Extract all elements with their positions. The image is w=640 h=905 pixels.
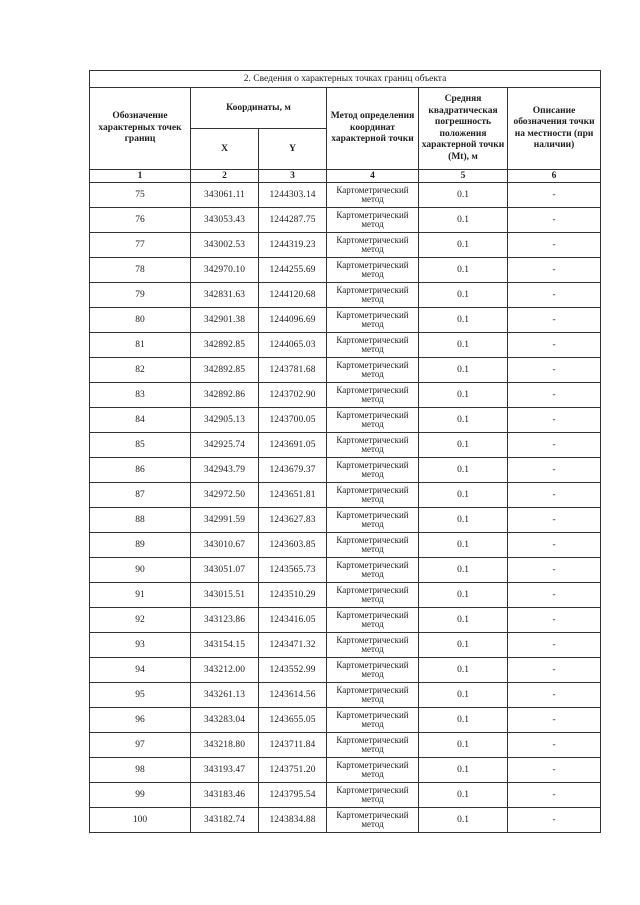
table-row (90, 308, 601, 333)
description-cell: - (508, 308, 601, 333)
point-number-cell: 93 (90, 633, 191, 658)
method-cell: Картометрический метод (327, 633, 419, 658)
description-cell: - (508, 283, 601, 308)
header-error: Средняя квадратическая погрешность положения характерной точки (Mt), м (419, 88, 508, 170)
method-cell: Картометрический метод (327, 758, 419, 783)
table-row (90, 658, 601, 683)
table-row (90, 358, 601, 383)
x-coordinate-cell: 343123.86 (191, 608, 259, 633)
error-cell: 0.1 (419, 258, 508, 283)
error-cell: 0.1 (419, 683, 508, 708)
y-coordinate-cell: 1243691.05 (259, 433, 327, 458)
column-number: 3 (259, 170, 327, 183)
y-coordinate-cell: 1243552.99 (259, 658, 327, 683)
description-cell: - (508, 733, 601, 758)
point-number-cell: 91 (90, 583, 191, 608)
description-cell: - (508, 783, 601, 808)
x-coordinate-cell: 342972.50 (191, 483, 259, 508)
x-coordinate-cell: 343218.80 (191, 733, 259, 758)
column-number: 4 (327, 170, 419, 183)
table-row (90, 633, 601, 658)
x-coordinate-cell: 343212.00 (191, 658, 259, 683)
x-coordinate-cell: 342901.38 (191, 308, 259, 333)
description-cell: - (508, 533, 601, 558)
method-cell: Картометрический метод (327, 208, 419, 233)
point-number-cell: 84 (90, 408, 191, 433)
point-number-cell: 81 (90, 333, 191, 358)
x-coordinate-cell: 343015.51 (191, 583, 259, 608)
error-cell: 0.1 (419, 433, 508, 458)
method-cell: Картометрический метод (327, 533, 419, 558)
description-cell: - (508, 708, 601, 733)
table-row (90, 783, 601, 808)
method-cell: Картометрический метод (327, 708, 419, 733)
x-coordinate-cell: 343183.46 (191, 783, 259, 808)
description-cell: - (508, 383, 601, 408)
header-x: X (191, 129, 259, 170)
method-cell: Картометрический метод (327, 358, 419, 383)
description-cell: - (508, 258, 601, 283)
y-coordinate-cell: 1243751.20 (259, 758, 327, 783)
point-number-cell: 83 (90, 383, 191, 408)
x-coordinate-cell: 343283.04 (191, 708, 259, 733)
error-cell: 0.1 (419, 458, 508, 483)
point-number-cell: 78 (90, 258, 191, 283)
method-cell: Картометрический метод (327, 258, 419, 283)
point-number-cell: 95 (90, 683, 191, 708)
description-cell: - (508, 558, 601, 583)
y-coordinate-cell: 1244319.23 (259, 233, 327, 258)
error-cell: 0.1 (419, 183, 508, 208)
error-cell: 0.1 (419, 533, 508, 558)
x-coordinate-cell: 342892.85 (191, 358, 259, 383)
table-row (90, 258, 601, 283)
point-number-cell: 100 (90, 808, 191, 833)
header-description: Описание обозначения точки на местности (при наличии) (508, 88, 601, 170)
error-cell: 0.1 (419, 808, 508, 833)
y-coordinate-cell: 1243711.84 (259, 733, 327, 758)
x-coordinate-cell: 342892.86 (191, 383, 259, 408)
point-number-cell: 75 (90, 183, 191, 208)
description-cell: - (508, 408, 601, 433)
y-coordinate-cell: 1243651.81 (259, 483, 327, 508)
x-coordinate-cell: 342925.74 (191, 433, 259, 458)
description-cell: - (508, 183, 601, 208)
method-cell: Картометрический метод (327, 783, 419, 808)
description-cell: - (508, 433, 601, 458)
error-cell: 0.1 (419, 583, 508, 608)
description-cell: - (508, 458, 601, 483)
description-cell: - (508, 358, 601, 383)
table-row (90, 333, 601, 358)
y-coordinate-cell: 1243627.83 (259, 508, 327, 533)
table-row (90, 683, 601, 708)
error-cell: 0.1 (419, 408, 508, 433)
header-designation: Обозначение характерных точек границ (90, 88, 191, 170)
method-cell: Картометрический метод (327, 408, 419, 433)
y-coordinate-cell: 1243781.68 (259, 358, 327, 383)
point-number-cell: 76 (90, 208, 191, 233)
column-number: 1 (90, 170, 191, 183)
boundary-points-table (89, 70, 601, 833)
method-cell: Картометрический метод (327, 683, 419, 708)
description-cell: - (508, 633, 601, 658)
x-coordinate-cell: 343182.74 (191, 808, 259, 833)
point-number-cell: 77 (90, 233, 191, 258)
x-coordinate-cell: 343053.43 (191, 208, 259, 233)
error-cell: 0.1 (419, 658, 508, 683)
method-cell: Картометрический метод (327, 183, 419, 208)
point-number-cell: 96 (90, 708, 191, 733)
table-row (90, 408, 601, 433)
description-cell: - (508, 658, 601, 683)
x-coordinate-cell: 343261.13 (191, 683, 259, 708)
description-cell: - (508, 608, 601, 633)
method-cell: Картометрический метод (327, 433, 419, 458)
method-cell: Картометрический метод (327, 233, 419, 258)
error-cell: 0.1 (419, 483, 508, 508)
description-cell: - (508, 508, 601, 533)
method-cell: Картометрический метод (327, 508, 419, 533)
table-row (90, 808, 601, 833)
table-row (90, 733, 601, 758)
description-cell: - (508, 758, 601, 783)
header-y: Y (259, 129, 327, 170)
column-number: 5 (419, 170, 508, 183)
table-row (90, 433, 601, 458)
y-coordinate-cell: 1244120.68 (259, 283, 327, 308)
description-cell: - (508, 333, 601, 358)
x-coordinate-cell: 343010.67 (191, 533, 259, 558)
y-coordinate-cell: 1243702.90 (259, 383, 327, 408)
description-cell: - (508, 233, 601, 258)
error-cell: 0.1 (419, 708, 508, 733)
table-row (90, 708, 601, 733)
point-number-cell: 79 (90, 283, 191, 308)
x-coordinate-cell: 343061.11 (191, 183, 259, 208)
table-row (90, 233, 601, 258)
error-cell: 0.1 (419, 358, 508, 383)
point-number-cell: 86 (90, 458, 191, 483)
y-coordinate-cell: 1244096.69 (259, 308, 327, 333)
x-coordinate-cell: 342991.59 (191, 508, 259, 533)
x-coordinate-cell: 342831.63 (191, 283, 259, 308)
description-cell: - (508, 483, 601, 508)
y-coordinate-cell: 1243795.54 (259, 783, 327, 808)
description-cell: - (508, 808, 601, 833)
method-cell: Картометрический метод (327, 458, 419, 483)
table-row (90, 283, 601, 308)
error-cell: 0.1 (419, 208, 508, 233)
method-cell: Картометрический метод (327, 483, 419, 508)
table-row (90, 533, 601, 558)
error-cell: 0.1 (419, 508, 508, 533)
method-cell: Картометрический метод (327, 558, 419, 583)
point-number-cell: 85 (90, 433, 191, 458)
table-row (90, 508, 601, 533)
error-cell: 0.1 (419, 758, 508, 783)
method-cell: Картометрический метод (327, 333, 419, 358)
table-row (90, 183, 601, 208)
y-coordinate-cell: 1244287.75 (259, 208, 327, 233)
y-coordinate-cell: 1243510.29 (259, 583, 327, 608)
x-coordinate-cell: 342970.10 (191, 258, 259, 283)
table-row (90, 758, 601, 783)
x-coordinate-cell: 343154.15 (191, 633, 259, 658)
method-cell: Картометрический метод (327, 733, 419, 758)
point-number-cell: 94 (90, 658, 191, 683)
method-cell: Картометрический метод (327, 308, 419, 333)
table-row (90, 608, 601, 633)
y-coordinate-cell: 1243700.05 (259, 408, 327, 433)
y-coordinate-cell: 1243614.56 (259, 683, 327, 708)
section-title: 2. Сведения о характерных точках границ объекта (90, 71, 601, 88)
method-cell: Картометрический метод (327, 608, 419, 633)
description-cell: - (508, 683, 601, 708)
header-method: Метод определения координат характерной точки (327, 88, 419, 170)
description-cell: - (508, 583, 601, 608)
point-number-cell: 87 (90, 483, 191, 508)
table-body (90, 183, 601, 833)
method-cell: Картометрический метод (327, 283, 419, 308)
column-number: 6 (508, 170, 601, 183)
point-number-cell: 90 (90, 558, 191, 583)
y-coordinate-cell: 1244065.03 (259, 333, 327, 358)
column-number: 2 (191, 170, 259, 183)
y-coordinate-cell: 1243679.37 (259, 458, 327, 483)
method-cell: Картометрический метод (327, 583, 419, 608)
y-coordinate-cell: 1243471.32 (259, 633, 327, 658)
point-number-cell: 89 (90, 533, 191, 558)
error-cell: 0.1 (419, 783, 508, 808)
point-number-cell: 98 (90, 758, 191, 783)
error-cell: 0.1 (419, 233, 508, 258)
point-number-cell: 99 (90, 783, 191, 808)
y-coordinate-cell: 1244255.69 (259, 258, 327, 283)
error-cell: 0.1 (419, 633, 508, 658)
x-coordinate-cell: 343002.53 (191, 233, 259, 258)
x-coordinate-cell: 342943.79 (191, 458, 259, 483)
method-cell: Картометрический метод (327, 658, 419, 683)
document-sheet (89, 70, 600, 833)
point-number-cell: 88 (90, 508, 191, 533)
error-cell: 0.1 (419, 308, 508, 333)
header-coordinates: Координаты, м (191, 88, 327, 129)
table-row (90, 208, 601, 233)
y-coordinate-cell: 1243603.85 (259, 533, 327, 558)
description-cell: - (508, 208, 601, 233)
point-number-cell: 80 (90, 308, 191, 333)
y-coordinate-cell: 1243565.73 (259, 558, 327, 583)
method-cell: Картометрический метод (327, 808, 419, 833)
table-row (90, 383, 601, 408)
x-coordinate-cell: 343051.07 (191, 558, 259, 583)
x-coordinate-cell: 342892.85 (191, 333, 259, 358)
point-number-cell: 97 (90, 733, 191, 758)
error-cell: 0.1 (419, 383, 508, 408)
error-cell: 0.1 (419, 333, 508, 358)
x-coordinate-cell: 343193.47 (191, 758, 259, 783)
table-row (90, 558, 601, 583)
y-coordinate-cell: 1243655.05 (259, 708, 327, 733)
error-cell: 0.1 (419, 283, 508, 308)
table-row (90, 458, 601, 483)
point-number-cell: 82 (90, 358, 191, 383)
table-row (90, 483, 601, 508)
method-cell: Картометрический метод (327, 383, 419, 408)
y-coordinate-cell: 1244303.14 (259, 183, 327, 208)
y-coordinate-cell: 1243834.88 (259, 808, 327, 833)
error-cell: 0.1 (419, 608, 508, 633)
point-number-cell: 92 (90, 608, 191, 633)
error-cell: 0.1 (419, 733, 508, 758)
error-cell: 0.1 (419, 558, 508, 583)
column-numbers-row (90, 170, 601, 183)
x-coordinate-cell: 342905.13 (191, 408, 259, 433)
table-row (90, 583, 601, 608)
y-coordinate-cell: 1243416.05 (259, 608, 327, 633)
